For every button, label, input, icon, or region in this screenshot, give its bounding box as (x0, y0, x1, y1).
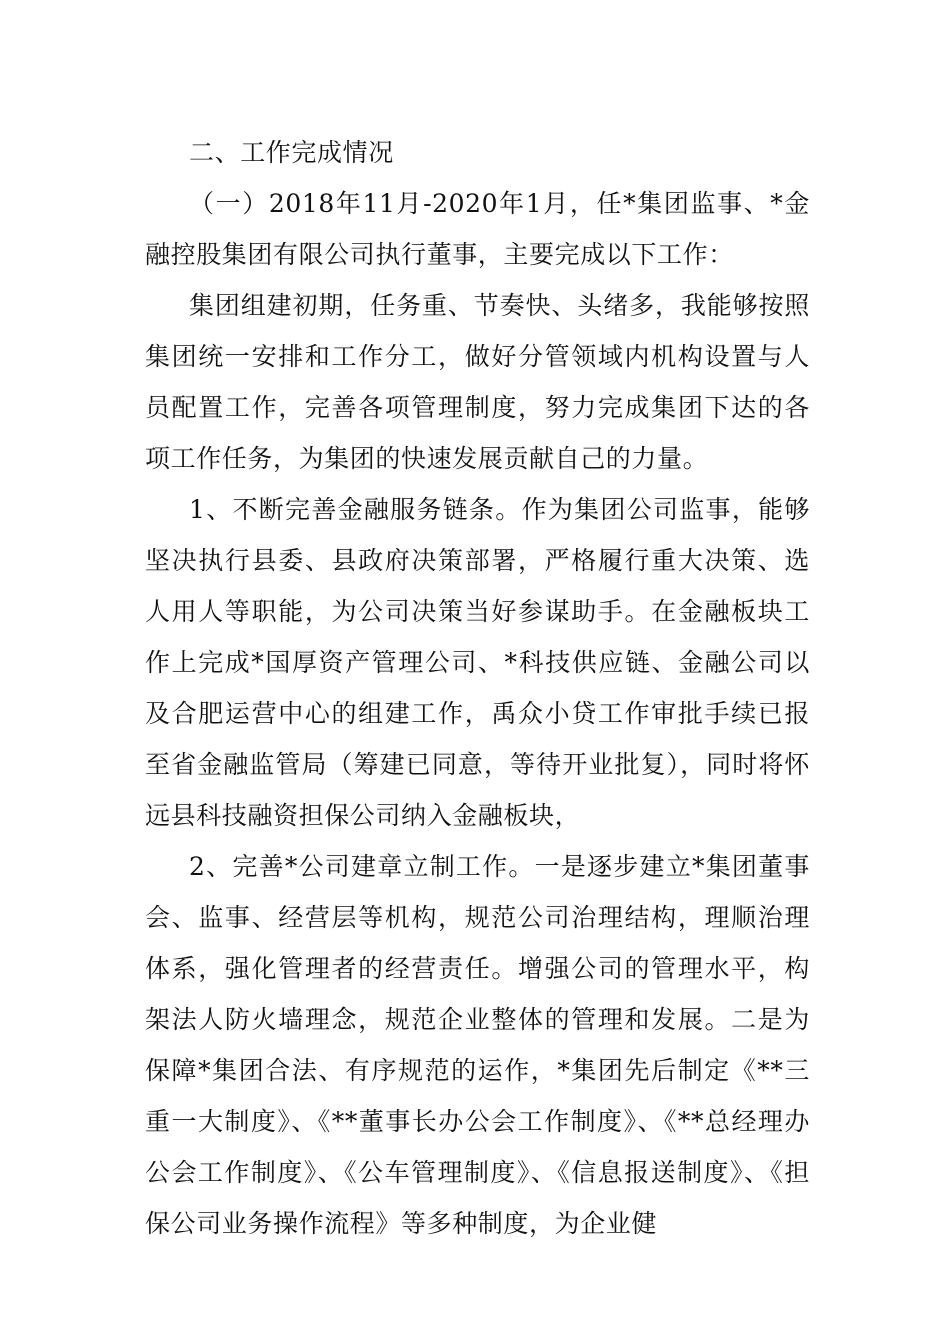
document-body (145, 127, 810, 1249)
paragraph-item-1: 1、不断完善金融服务链条。作为集团公司监事，能够坚决执行县委、县政府决策部署，严格履行重大决策、选人用人等职能，为公司决策当好参谋助手。在金融板块工作上完成*国厚资产管理公司、*科技供应链、金融公司以及合肥运营中心的组建工作，禹众小贷工作审批手续已报至省金融监管局（筹建已同意，等待开业批复），同时将怀远县科技融资担保公司纳入金融板块， (145, 495, 810, 830)
paragraph-item-2: 2、完善*公司建章立制工作。一是逐步建立*集团董事会、监事、经营层等机构，规范公司治理结构，理顺治理体系，强化管理者的经营责任。增强公司的管理水平，构架法人防火墙理念，规范企业整体的管理和发展。二是为保障*集团合法、有序规范的运作，*集团先后制定《**三重一大制度》、《**董事长办公会工作制度》、《**总经理办公会工作制度》、《公车管理制度》、《信息报送制度》、《担保公司业务操作流程》等多种制度，为企业健 (145, 852, 810, 1238)
paragraph-overview: 集团组建初期，任务重、节奏快、头绪多，我能够按照集团统一安排和工作分工，做好分管领域内机构设置与人员配置工作，完善各项管理制度，努力完成集团下达的各项工作任务，为集团的快速发展贡献自己的力量。 (145, 291, 810, 473)
paragraph-appointment: （一）2018年11月-2020年1月，任*集团监事、*金融控股集团有限公司执行董事，主要完成以下工作： (145, 189, 810, 269)
section-heading: 二、工作完成情况 (189, 138, 394, 167)
